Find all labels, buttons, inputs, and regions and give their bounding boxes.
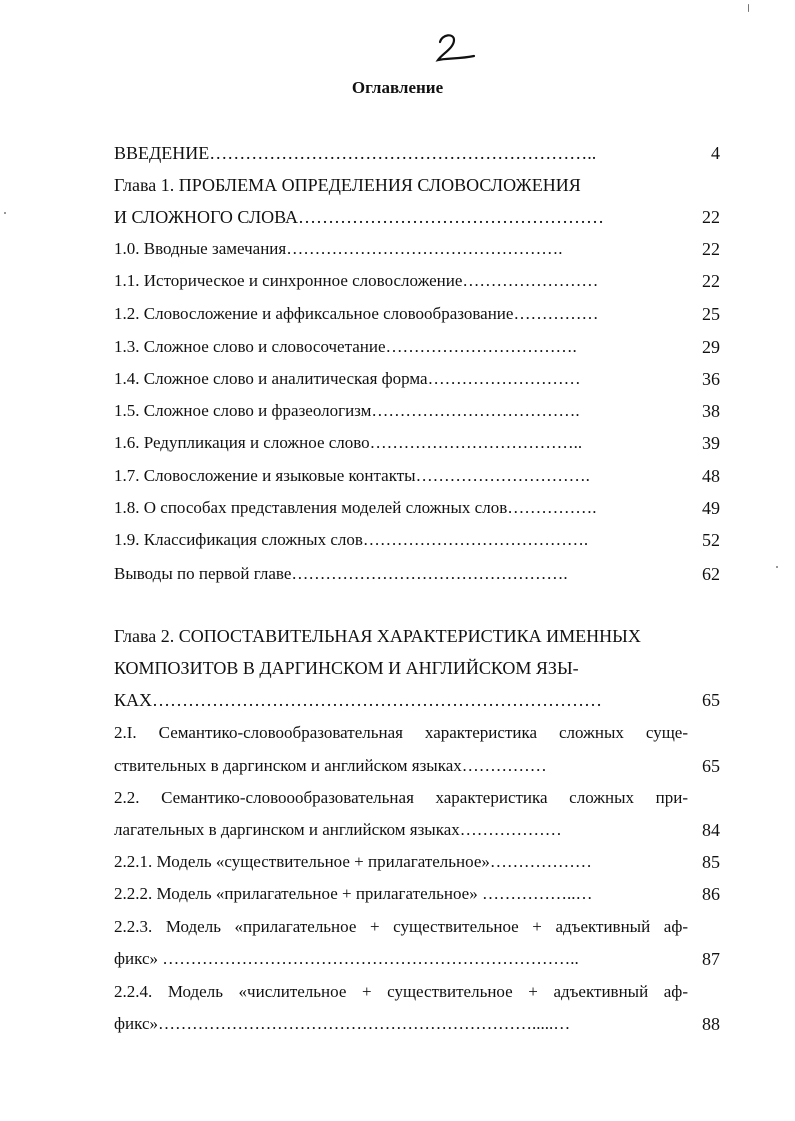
toc-entry-text: ВВЕДЕНИЕ……………………………………………………….. <box>114 143 597 163</box>
toc-entry-page: 62 <box>702 564 720 584</box>
toc-entry-page: 84 <box>702 820 720 840</box>
toc-entry-text: 1.7. Словосложение и языковые контакты…………………………. <box>114 466 590 485</box>
toc-entry-text: 2.2.1. Модель «существительное + прилагательное»……………… <box>114 852 592 871</box>
toc-entry-page: 88 <box>702 1014 720 1034</box>
toc-entry-text: 1.2. Словосложение и аффиксальное словообразование…………… <box>114 304 599 323</box>
toc-entry-page: 65 <box>702 756 720 776</box>
toc-entry-page: 25 <box>702 304 720 324</box>
toc-entry-text: 1.5. Сложное слово и фразеологизм………………………………. <box>114 401 580 420</box>
toc-entry-text: Глава 1. ПРОБЛЕМА ОПРЕДЕЛЕНИЯ СЛОВОСЛОЖЕНИЯ <box>114 175 581 195</box>
page-title: Оглавление <box>351 78 444 97</box>
toc-entry-text: 1.9. Классификация сложных слов…………………………………. <box>114 530 589 549</box>
toc-entry-page: 49 <box>702 498 720 518</box>
toc-entry-text: 1.4. Сложное слово и аналитическая форма……………………… <box>114 369 581 388</box>
toc-entry-page: 36 <box>702 369 720 389</box>
toc-entry-text: И СЛОЖНОГО СЛОВА…………………………………………… <box>114 207 605 227</box>
toc-entry-text: 1.0. Вводные замечания…………………………………………. <box>114 239 563 258</box>
toc-entry-text: лагательных в даргинском и английском языках……………… <box>114 820 562 839</box>
toc-entry-page: 39 <box>702 433 720 453</box>
toc-entry-text: 2.I. Семантико-словообразовательная характеристика сложных суще- <box>114 723 688 742</box>
toc-entry-page: 22 <box>702 207 720 227</box>
toc-entry-page: 85 <box>702 852 720 872</box>
toc-entry-text: фикс»………………………………………………………….....… <box>114 1014 571 1033</box>
toc-entry-text: Глава 2. СОПОСТАВИТЕЛЬНАЯ ХАРАКТЕРИСТИКА ИМЕННЫХ <box>114 626 641 646</box>
toc-entry-text: 2.2. Семантико-словоообразовательная характеристика сложных при- <box>114 788 688 807</box>
scan-speck <box>4 212 6 214</box>
toc-entry-text: 2.2.3. Модель «прилагательное + существительное + адъективный аф- <box>114 917 688 936</box>
toc-entry-text: 1.3. Сложное слово и словосочетание……………………………. <box>114 337 577 356</box>
toc-entry-page: 29 <box>702 337 720 357</box>
toc-entry-text: 2.2.2. Модель «прилагательное + прилагательное» ……………..… <box>114 884 593 903</box>
toc-entry-text: КОМПОЗИТОВ В ДАРГИНСКОМ И АНГЛИЙСКОМ ЯЗЫ- <box>114 658 579 678</box>
toc-entry-page: 38 <box>702 401 720 421</box>
toc-entry-text: 1.6. Редупликация и сложное слово……………………………….. <box>114 433 583 452</box>
toc-entry-text: фикс» ……………………………………………………………….. <box>114 949 579 968</box>
toc-entry-page: 22 <box>702 271 720 291</box>
toc-entry-text: Выводы по первой главе…………………………………………. <box>114 564 568 583</box>
toc-entry-text: ствительных в даргинском и английском языках…………… <box>114 756 547 775</box>
toc-entry-page: 48 <box>702 466 720 486</box>
scan-speck <box>748 4 749 12</box>
toc-entry-text: 2.2.4. Модель «числительное + существительное + адъективный аф- <box>114 982 688 1001</box>
toc-entry-page: 4 <box>711 143 720 163</box>
toc-entry-text: КАХ………………………………………………………………… <box>114 690 603 710</box>
scan-speck <box>776 566 778 568</box>
handwritten-page-number <box>430 28 480 68</box>
toc-entry-text: 1.1. Историческое и синхронное словосложение…………………… <box>114 271 599 290</box>
toc-entry-page: 22 <box>702 239 720 259</box>
toc-entry-page: 87 <box>702 949 720 969</box>
toc-entry-page: 52 <box>702 530 720 550</box>
toc-entry-page: 86 <box>702 884 720 904</box>
toc-entry-text: 1.8. О способах представления моделей сложных слов……………. <box>114 498 597 517</box>
toc-entry-page: 65 <box>702 690 720 710</box>
